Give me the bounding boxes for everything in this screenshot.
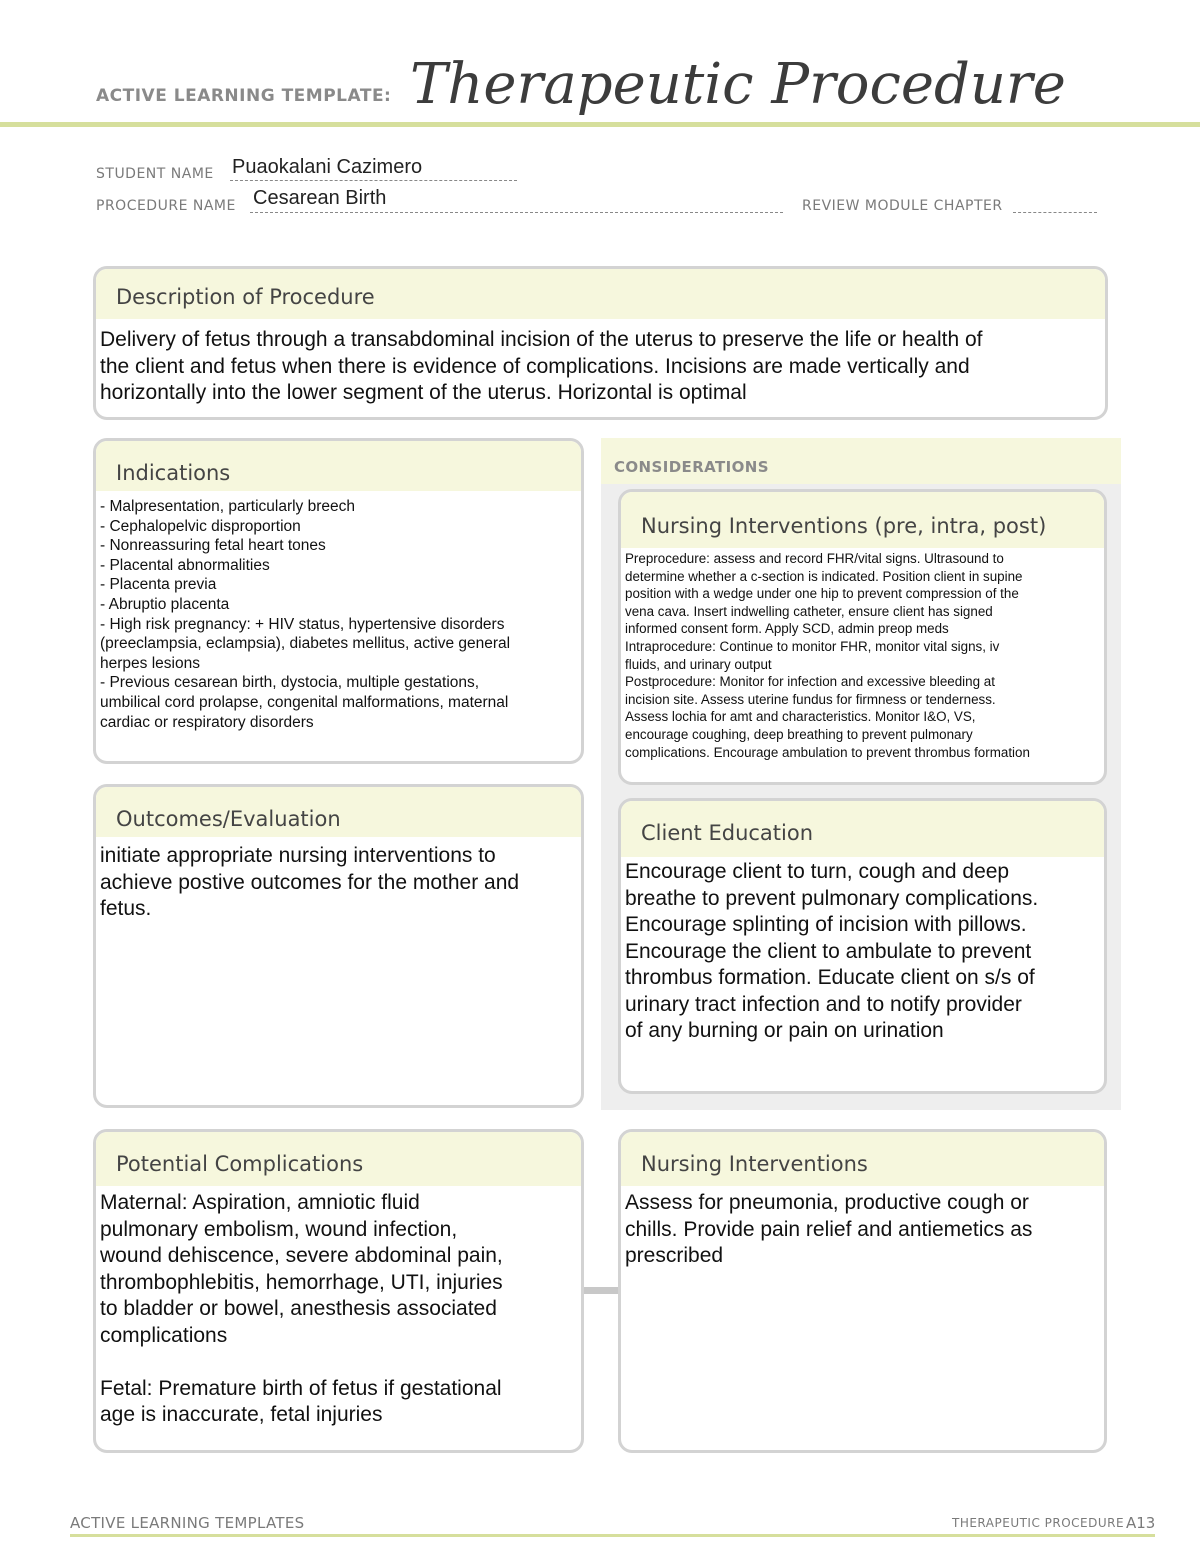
complications-box [93, 1129, 584, 1453]
indications-line: umbilical cord prolapse, congenital malformations, maternal [100, 693, 509, 711]
outcomes-line: fetus. [100, 897, 152, 920]
nursing-pre-line: complications. Encourage ambulation to prevent thrombus formation [625, 744, 1030, 760]
header-rule [0, 122, 1200, 127]
indications-line: - Placenta previa [100, 576, 217, 594]
nursing-pre-box [618, 489, 1107, 785]
nursing-interventions-line: chills. Provide pain relief and antiemetics as [625, 1217, 1033, 1241]
considerations-label: CONSIDERATIONS [614, 458, 769, 476]
footer-right-label: THERAPEUTIC PROCEDURE [952, 1516, 1125, 1530]
student-name-underline [230, 180, 517, 181]
nursing-pre-heading: Nursing Interventions (pre, intra, post) [621, 492, 1104, 548]
indications-heading: Indications [96, 441, 581, 491]
nursing-interventions-line: prescribed [625, 1244, 724, 1267]
client-education-text[interactable] [621, 857, 1104, 1045]
nursing-interventions-heading: Nursing Interventions [621, 1132, 1104, 1186]
indications-line: - Previous cesarean birth, dystocia, multiple gestations, [100, 674, 480, 692]
nursing-pre-line: position with a wedge under one hip to prevent compression of the [625, 586, 1019, 602]
outcomes-line: initiate appropriate nursing interventions to [100, 844, 496, 867]
description-line: Delivery of fetus through a transabdominal incision of the uterus to preserve the life or health of [100, 328, 983, 351]
complications-line: complications [100, 1323, 228, 1347]
nursing-interventions-text[interactable] [621, 1186, 1104, 1270]
indications-line: cardiac or respiratory disorders [100, 713, 314, 731]
client-education-line: Encourage splinting of incision with pillows. [625, 913, 1027, 936]
client-education-line: of any burning or pain on urination [625, 1019, 944, 1042]
review-module-underline [1013, 212, 1097, 213]
nursing-pre-line: determine whether a c-section is indicated. Position client in supine [625, 568, 1023, 584]
procedure-name-underline [250, 212, 783, 213]
nursing-pre-line: incision site. Assess uterine fundus for firmness or tenderness. [625, 691, 996, 707]
indications-line: - Nonreassuring fetal heart tones [100, 537, 326, 555]
outcomes-text[interactable] [96, 837, 581, 923]
procedure-name-label: PROCEDURE NAME [96, 198, 236, 214]
page-number: A13 [1126, 1514, 1156, 1532]
description-box [93, 266, 1108, 420]
client-education-line: Encourage the client to ambulate to prevent [625, 939, 1032, 963]
nursing-interventions-line: Assess for pneumonia, productive cough or [625, 1191, 1029, 1214]
client-education-line: breathe to prevent pulmonary complications. [625, 886, 1039, 910]
procedure-name-field[interactable]: Cesarean Birth [253, 187, 387, 209]
nursing-pre-line: Preprocedure: assess and record FHR/vital signs. Ultrasound to [625, 551, 1004, 566]
nursing-pre-line: Assess lochia for amt and characteristics. Monitor I&O, VS, [625, 709, 976, 725]
template-label: ACTIVE LEARNING TEMPLATE: [96, 86, 392, 106]
nursing-pre-line: Postprocedure: Monitor for infection and excessive bleeding at [625, 674, 995, 690]
indications-line: - Cephalopelvic disproportion [100, 517, 301, 535]
description-line: the client and fetus when there is evidence of complications. Incisions are made vertically and [100, 354, 970, 378]
complications-line: age is inaccurate, fetal injuries [100, 1403, 383, 1426]
description-line: horizontally into the lower segment of the uterus. Horizontal is optimal [100, 381, 747, 404]
indications-box [93, 438, 584, 764]
complications-line: Maternal: Aspiration, amniotic fluid [100, 1191, 420, 1214]
footer-rule [70, 1534, 1155, 1537]
nursing-pre-line: informed consent form. Apply SCD, admin preop meds [625, 621, 949, 637]
student-name-label: STUDENT NAME [96, 166, 214, 182]
outcomes-box [93, 784, 584, 1108]
indications-line: - Placental abnormalities [100, 556, 270, 574]
complications-heading: Potential Complications [96, 1132, 581, 1186]
nursing-pre-text[interactable] [621, 548, 1104, 761]
outcomes-heading: Outcomes/Evaluation [96, 787, 581, 837]
nursing-pre-line: vena cava. Insert indwelling catheter, ensure client has signed [625, 603, 993, 619]
indications-line: (preeclampsia, eclampsia), diabetes mellitus, active general [100, 635, 511, 653]
nursing-pre-line: fluids, and urinary output [625, 656, 772, 672]
box-connector [583, 1287, 620, 1294]
page-title: Therapeutic Procedure [410, 52, 1066, 117]
complications-text[interactable] [96, 1186, 581, 1429]
nursing-interventions-box [618, 1129, 1107, 1453]
complications-line: wound dehiscence, severe abdominal pain, [100, 1244, 503, 1267]
complications-line: to bladder or bowel, anesthesis associated [100, 1297, 497, 1320]
client-education-line: Encourage client to turn, cough and deep [625, 860, 1010, 883]
client-education-box [618, 798, 1107, 1094]
indications-line: herpes lesions [100, 654, 200, 672]
outcomes-line: achieve postive outcomes for the mother and [100, 870, 520, 894]
description-heading: Description of Procedure [96, 269, 1105, 319]
indications-text[interactable] [96, 491, 581, 732]
indications-line: - Malpresentation, particularly breech [100, 498, 356, 515]
complications-line: Fetal: Premature birth of fetus if gestational [100, 1376, 502, 1400]
indications-line: - High risk pregnancy: + HIV status, hypertensive disorders [100, 615, 505, 633]
client-education-heading: Client Education [621, 801, 1104, 857]
indications-line: - Abruptio placenta [100, 595, 230, 613]
client-education-line: urinary tract infection and to notify provider [625, 992, 1022, 1016]
review-module-label: REVIEW MODULE CHAPTER [802, 198, 1003, 214]
nursing-pre-line: Intraprocedure: Continue to monitor FHR, monitor vital signs, iv [625, 638, 1000, 654]
description-text[interactable] [96, 319, 1105, 407]
client-education-line: thrombus formation. Educate client on s/s of [625, 966, 1035, 989]
complications-spacer [100, 1349, 575, 1376]
complications-line: pulmonary embolism, wound infection, [100, 1217, 458, 1241]
complications-line: thrombophlebitis, hemorrhage, UTI, injuries [100, 1270, 503, 1294]
nursing-pre-line: encourage coughing, deep breathing to prevent pulmonary [625, 726, 973, 742]
footer-left-label: ACTIVE LEARNING TEMPLATES [70, 1514, 305, 1532]
student-name-field[interactable]: Puaokalani Cazimero [232, 156, 423, 178]
